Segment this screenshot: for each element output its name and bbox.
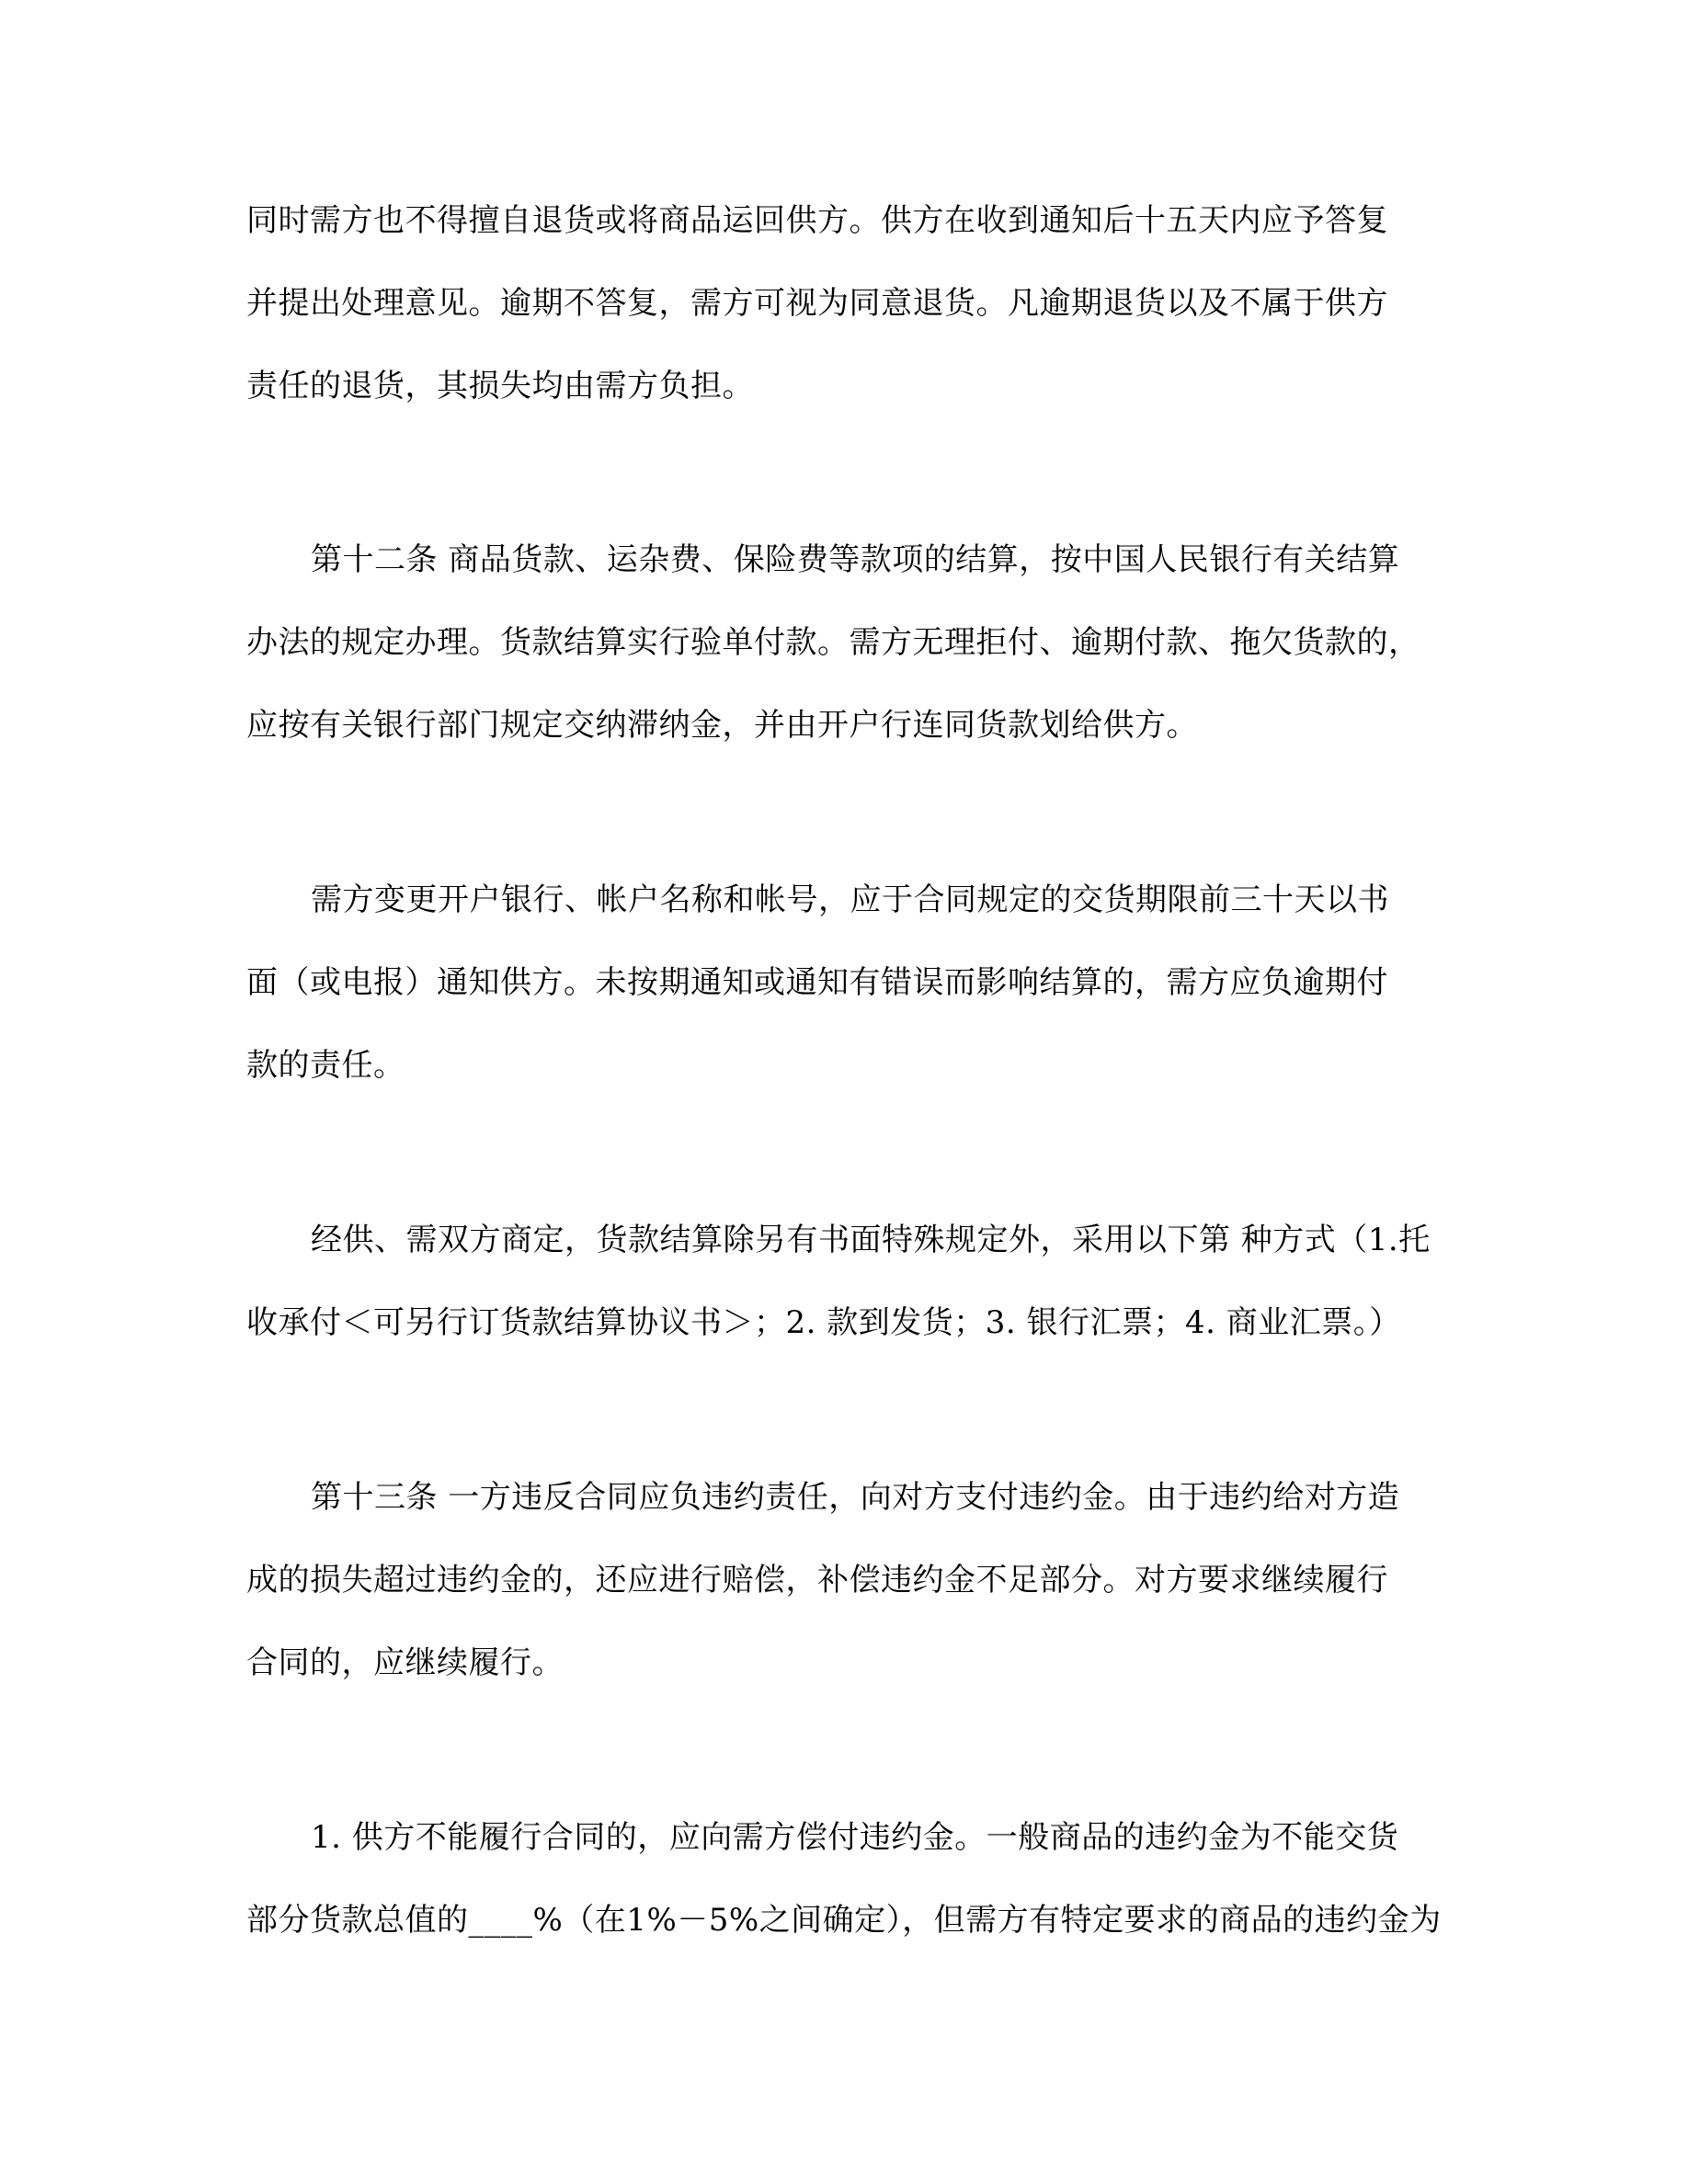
paragraph-line: 款的责任。 <box>246 1047 405 1084</box>
paragraph-line: 面（或电报）通知供方。未按期通知或通知有错误而影响结算的，需方应负逾期付 <box>246 964 1388 1001</box>
paragraph-line: 办法的规定办理。货款结算实行验单付款。需方无理拒付、逾期付款、拖欠货款的， <box>246 624 1420 661</box>
paragraph-line: 同时需方也不得擅自退货或将商品运回供方。供方在收到通知后十五天内应予答复 <box>246 202 1388 239</box>
paragraph-line: 部分货款总值的____%（在1%－5%之间确定），但需方有特定要求的商品的违约金为 <box>246 1902 1442 1939</box>
paragraph-return-goods <box>246 179 1442 427</box>
paragraph-line: 收承付＜可另行订货款结算协议书＞；2. 款到发货；3. 银行汇票；4. 商业汇票。） <box>246 1304 1401 1341</box>
paragraph-line: 责任的退货，其损失均由需方负担。 <box>246 368 754 404</box>
paragraph-article-13 <box>246 1456 1442 1704</box>
paragraph-line: 需方变更开户银行、帐户名称和帐号，应于合同规定的交货期限前三十天以书 <box>311 882 1389 918</box>
paragraph-line: 经供、需双方商定，货款结算除另有书面特殊规定外，采用以下第 种方式（1.托 <box>311 1222 1431 1258</box>
paragraph-line: 应按有关银行部门规定交纳滞纳金，并由开户行连同货款划给供方。 <box>246 707 1198 744</box>
paragraph-line: 合同的，应继续履行。 <box>246 1644 564 1681</box>
paragraph-line: 第十二条 商品货款、运杂费、保险费等款项的结算，按中国人民银行有关结算 <box>311 541 1400 578</box>
paragraph-line: 并提出处理意见。逾期不答复，需方可视为同意退货。凡逾期退货以及不属于供方 <box>246 285 1388 322</box>
paragraph-bank-change <box>246 859 1442 1107</box>
paragraph-supplier-penalty <box>246 1796 1442 1962</box>
paragraph-line: 第十三条 一方违反合同应负违约责任，向对方支付违约金。由于违约给对方造 <box>311 1479 1400 1516</box>
paragraph-settlement-method <box>246 1199 1442 1364</box>
paragraph-line: 1. 供方不能履行合同的，应向需方偿付违约金。一般商品的违约金为不能交货 <box>311 1819 1399 1856</box>
paragraph-line: 成的损失超过违约金的，还应进行赔偿，补偿违约金不足部分。对方要求继续履行 <box>246 1562 1388 1598</box>
paragraph-article-12 <box>246 518 1442 767</box>
